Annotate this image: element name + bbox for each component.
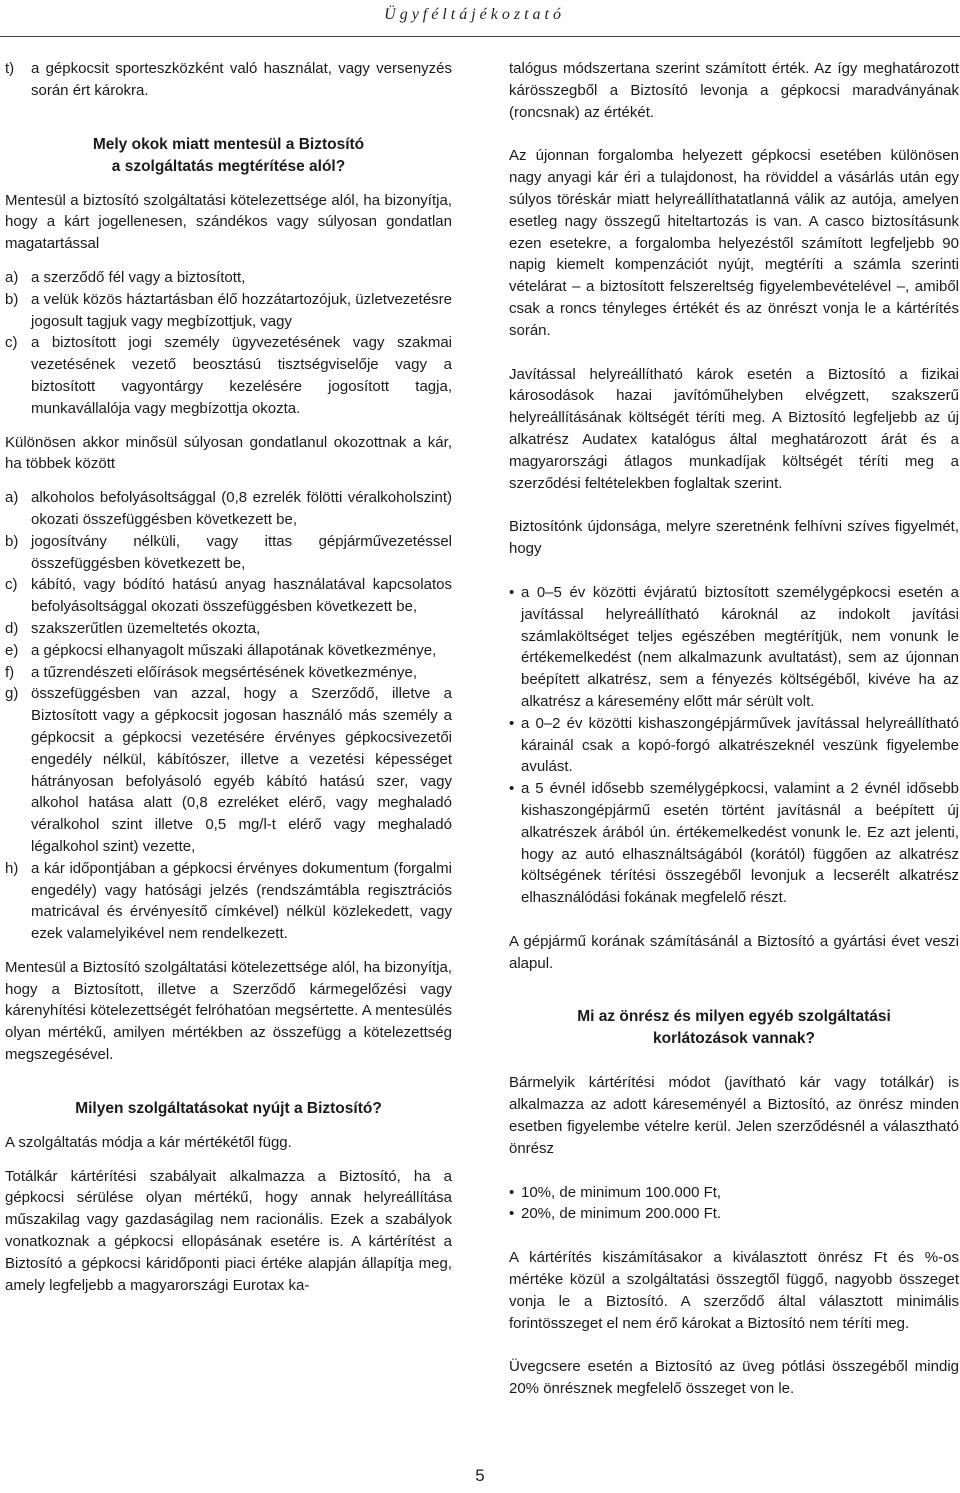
list-item [5,618,452,640]
list-marker: c) [5,576,18,594]
list-item-text: a szerződő fél vagy a biztosított, [31,268,246,286]
list-item [5,640,452,662]
list-marker: h) [5,859,19,877]
page-number: 5 [475,1466,485,1485]
novelty-bullet-list [509,582,959,909]
paragraph: Mentesül a Biztosító szolgáltatási kötelezettsége alól, ha bizonyítja, hogy a Biztosított, illetve a Szerződő kármegelőzési vagy kárenyhítési kötelezettségét felróhatóan megsértette. A mentesülés olyan mértékű, amilyen mértékben az összefügg a kötelezettség megszegésével. [5,958,452,1064]
heading-line: Mely okok miatt mentesül a Biztosító [92,135,365,153]
list-marker: f) [5,663,15,681]
list-item-text: összefüggésben van azzal, hogy a Szerződő, illetve a Biztosított vagy a gépkocsit jogosan használó más személy a gépkocsit a gépkocsi vezetésére érvényes gépkocsivezetői engedély nélkül, kábítószer, illetve a vezetési képességet hátrányosan befolyásoló egyéb kábító hatású szer, vagy alkohol hatása alatt (0,8 ezreléket elérő, vagy meghaladó véralkohol szint illetve 0,5 mg/l-t elérő vagy meghaladó légalkohol szint) vezette, [31,685,452,855]
heading-line: a szolgáltatás megtérítése alól? [111,157,346,175]
list-marker: b) [5,290,19,308]
paragraph: Az újonnan forgalomba helyezett gépkocsi esetében különösen nagy anyagi kár éri a tulajdonost, ha röviddel a vásárlás után egy súlyos töréskár miatt helyreállíthatatlanná válik az autója, amelyen esetleg nagy összegű hiteltartozás is van. A casco biztosításunk ezen esetekre, a forgalomba helyezéstől számított legfeljebb 90 napig kiemelt kompenzációt nyújt, megtéríti a számla szerinti vételárat – a biztosított felszereltség figyelembevételével –, amiből csak a roncs tényleges értékét és az önrészt vonja le a kártérítés során. [509,147,959,339]
deductible-bullet-list [509,1182,959,1226]
paragraph: Üvegcsere esetén a Biztosító az üveg pótlási összegéből mindig 20% önrésznek megfelelő összeget von le. [509,1358,959,1398]
bullet-item [509,582,959,713]
section-heading-exemption [5,134,452,178]
heading-line: Mi az önrész és milyen egyéb szolgáltatási [577,1008,891,1026]
paragraph: Bármelyik kártérítési módot (javítható kár vagy totálkár) is alkalmazza az adott káreseményél a Biztosító, az önrész minden esetben figyelembe vételre kerül. Jelen szerződésnél a választható önrész [509,1074,959,1157]
list-item [5,289,452,333]
page-header [0,0,960,37]
party-list [5,267,452,420]
paragraph: A gépjármű korának számításánál a Biztosító a gyártási évet veszi alapul. [509,932,959,972]
list-marker: a) [5,268,19,286]
list-item [5,487,452,531]
list-item-text: kábító, vagy bódító hatású anyag használatával kapcsolatos befolyásoltsággal okozati összefüggésben következett be, [31,576,452,616]
list-item [5,858,452,945]
bullet-dot: • [509,1205,515,1223]
bullet-text: a 5 évnél idősebb személygépkocsi, valamint a 2 évnél idősebb kishaszongépjármű esetén történt javításnál a beépített új alkatrészek árából ún. értékemelkedést vonunk le. Ez azt jelenti, hogy az autó elhasználtságából (korától) függően az alkatrész költségének térítési összegéből levonjuk a lecserélt alkatrész elhasználódási fokának megfelelő részt. [521,780,959,907]
list-item-text: a gépkocsi elhanyagolt műszaki állapotának következménye, [31,641,437,659]
list-item-text: a gépkocsit sporteszközként való használat, vagy versenyzés során ért károkra. [31,60,452,99]
list-marker: d) [5,619,19,637]
list-item [5,267,452,289]
paragraph: Javítással helyreállítható károk esetén a Biztosító a fizikai károsodások hazai javítóműhelyben elvégzett, szakszerű helyreállításának költségét téríti meg. A Biztosító legfeljebb az új alkatrész Audatex katalógus által meghatározott árát és a magyarországi átlagos munkadíjak költségét téríti meg a szerződési feltételekben foglaltak szerint. [509,365,959,492]
list-item-text: a biztosított jogi személy ügyvezetésének vagy szakmai vezetésének vezető beosztású tisztségviselője vagy a biztosított vagyontárgy kezelésére jogosított tagja, munkavállalója vagy megbízottja okozta. [31,334,452,417]
bullet-dot: • [509,583,515,601]
header-title: Ügyféltájékoztató [384,6,565,23]
list-item [5,662,452,684]
list-item-text: alkoholos befolyásoltsággal (0,8 ezrelék fölötti véralkoholszint) okozati összefüggésben következett be, [31,489,452,528]
paragraph: Biztosítónk újdonsága, melyre szeretnénk felhívni szíves figyelmét, hogy [509,518,959,558]
paragraph: Totálkár kártérítési szabályait alkalmazza a Biztosító, ha a gépkocsi sérülése olyan mértékű, hogy annak helyreállítása műszakilag vagy gazdaságilag nem racionális. Ezek a szabályok vonatkoznak a gépkocsi ellopásának esetére is. A kártérítést a Biztosító a gépkocsi káridőponti piaci értéke alapján állapítja meg, amely legfeljebb a magyarországi Eurotax ka- [5,1167,452,1294]
bullet-item [509,778,959,909]
bullet-item [509,713,959,778]
list-item-text: a tűzrendészeti előírások megsértésének következménye, [31,663,418,681]
list-marker: a) [5,489,19,507]
list-item-text: szakszerűtlen üzemeltetés okozta, [31,619,261,637]
list-item-text: a velük közös háztartásban élő hozzátartozójuk, üzletvezetésre jogosult tagjuk vagy megbízottjuk, vagy [31,290,452,330]
list-item [5,58,452,102]
section-heading-services: Milyen szolgáltatásokat nyújt a Biztosító? [75,1099,382,1117]
list-item-text: a kár időpontjában a gépkocsi érvényes dokumentum (forgalmi engedély) vagy hatósági jelzés (rendszámtábla regisztrációs matricával és érvényesítő címkével) nélkül közlekedett, vagy ezek valamelyikével nem rendelkezett. [31,859,452,943]
right-column [509,58,959,1400]
bullet-text: 10%, de minimum 100.000 Ft, [521,1183,722,1201]
exclusion-list-continued [5,58,452,102]
paragraph: Különösen akkor minősül súlyosan gondatlanul okozottnak a kár, ha többek között [5,433,452,473]
bullet-text: a 0–5 év közötti évjáratú biztosított személygépkocsi esetén a javítással helyreállítható károknál az indokolt javítási számlaköltséget teljes egészében megtérítjük, nem vonunk le értékemelkedést (nem alkalmazunk avultatást), sem az újonnan beépített alkatrész, sem a fényezés költségéből, kivéve ha az alkatrész a káresemény előtt már sérült volt. [521,583,959,710]
list-item [5,531,452,575]
bullet-item [509,1203,959,1225]
bullet-item [509,1182,959,1204]
list-marker: g) [5,685,19,703]
bullet-dot: • [509,714,515,732]
paragraph: Mentesül a biztosító szolgáltatási kötelezettsége alól, ha bizonyítja, hogy a kárt jogellenesen, szándékos vagy súlyosan gondatlan magatartással [5,191,452,253]
heading-line: korlátozások vannak? [653,1030,815,1048]
list-marker: t) [5,60,15,77]
list-item [5,683,452,857]
list-marker: e) [5,641,19,659]
left-column [5,58,452,1296]
list-marker: b) [5,532,19,550]
bullet-text: 20%, de minimum 200.000 Ft. [521,1205,722,1223]
negligence-list [5,487,452,945]
list-item [5,332,452,419]
list-item-text: jogosítvány nélküli, vagy ittas gépjárművezetéssel összefüggésben következett be, [31,532,452,572]
bullet-dot: • [509,780,515,798]
paragraph: A szolgáltatás módja a kár mértékétől függ. [5,1133,292,1151]
list-marker: c) [5,334,18,352]
section-heading-deductible [509,1006,959,1050]
list-item [5,574,452,618]
bullet-text: a 0–2 év közötti kishaszongépjárművek javítással helyreállítható kárainál csak a kopó-forgó alkatrészeknél veszünk figyelembe avulást. [521,714,959,776]
paragraph: A kártérítés kiszámításakor a kiválasztott önrész Ft és %-os mértéke közül a szolgáltatási összegtől függő, nagyobb összeget vonja le a Biztosító. A szerződő által választott minimális forintösszeget el nem érő károkat a Biztosító nem téríti meg. [509,1249,959,1332]
paragraph: talógus módszertana szerint számított érték. Az így meghatározott kárösszegből a Biztosító levonja a gépkocsi maradványának (roncsnak) az értékét. [509,60,959,121]
bullet-dot: • [509,1183,515,1201]
